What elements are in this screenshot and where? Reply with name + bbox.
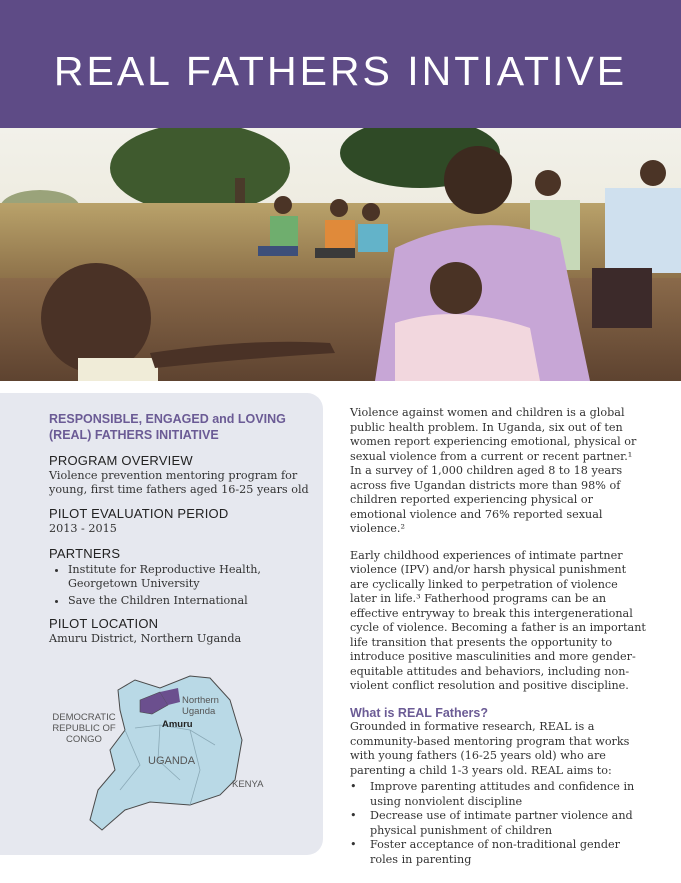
aim-item: • Decrease use of intimate partner violence and physical punishment of children [370, 809, 646, 838]
evaluation-period-label: PILOT EVALUATION PERIOD [49, 506, 229, 521]
aim-item: • Foster acceptance of non-traditional gender roles in parenting [370, 838, 646, 867]
program-overview-label: PROGRAM OVERVIEW [49, 453, 193, 468]
partners-section [49, 546, 314, 611]
program-overview-section [49, 453, 314, 497]
northern-uganda-label: Northern Uganda [182, 695, 219, 717]
page-title: REAL FATHERS INTIATIVE [53, 48, 628, 94]
section-title: What is REAL Fathers? [350, 705, 488, 720]
hero-photo [0, 128, 681, 381]
partners-label: PARTNERS [49, 546, 121, 561]
uganda-label: UGANDA [148, 755, 196, 767]
program-overview-text: Violence prevention mentoring program for young, first time fathers aged 16-25 years old [49, 469, 309, 496]
intro-paragraph: Violence against women and children is a global public health problem. In Uganda, six out of ten women report experiencing emotional, physical or sexual violence from a current or recent partner.¹ In a survey of 1,000 children aged 8 to 18 years across five Ugandan districts more than 98% of children reported experiencing physical or emotional violence and 76% reported sexual violence.² [350, 406, 637, 535]
description-paragraph: Grounded in formative research, REAL is a community-based mentoring program that works with young fathers (16-25 years old) who are parenting a child 1-3 years old. REAL aims to: [350, 720, 630, 777]
sidebar-heading: RESPONSIBLE, ENGAGED and LOVING (REAL) FATHERS INITIATIVE [49, 412, 286, 442]
context-paragraph: Early childhood experiences of intimate partner violence (IPV) and/or harsh physical punishment are cyclically linked to perpetration of violence later in life.³ Fatherhood programs can be an effective entryway to break this intergenerational cycle of violence. Becoming a father is an important life transition that presents the opportunity to introduce positive masculinities and more gender-equitable attitudes and behaviors, including non-violent conflict resolution and positive discipline. [350, 548, 646, 692]
amuru-label: Amuru [162, 719, 193, 730]
partner-item: • Institute for Reproductive Health, Georgetown University [68, 563, 314, 591]
drc-label: DEMOCRATIC REPUBLIC OF CONGO [52, 712, 116, 745]
title-banner [0, 0, 681, 128]
photo-illustration [0, 128, 681, 381]
partners-list [49, 563, 314, 608]
pilot-location-label: PILOT LOCATION [49, 616, 159, 631]
aim-item: • Improve parenting attitudes and confidence in using nonviolent discipline [370, 780, 646, 809]
partner-item: • Save the Children International [68, 594, 314, 608]
pilot-location-section [49, 616, 314, 646]
evaluation-period-text: 2013 - 2015 [49, 522, 117, 535]
pilot-location-text: Amuru District, Northern Uganda [49, 632, 242, 645]
aims-list [350, 780, 646, 867]
kenya-label: KENYA [232, 779, 264, 790]
main-text-column [350, 406, 646, 867]
evaluation-period-section [49, 506, 314, 536]
